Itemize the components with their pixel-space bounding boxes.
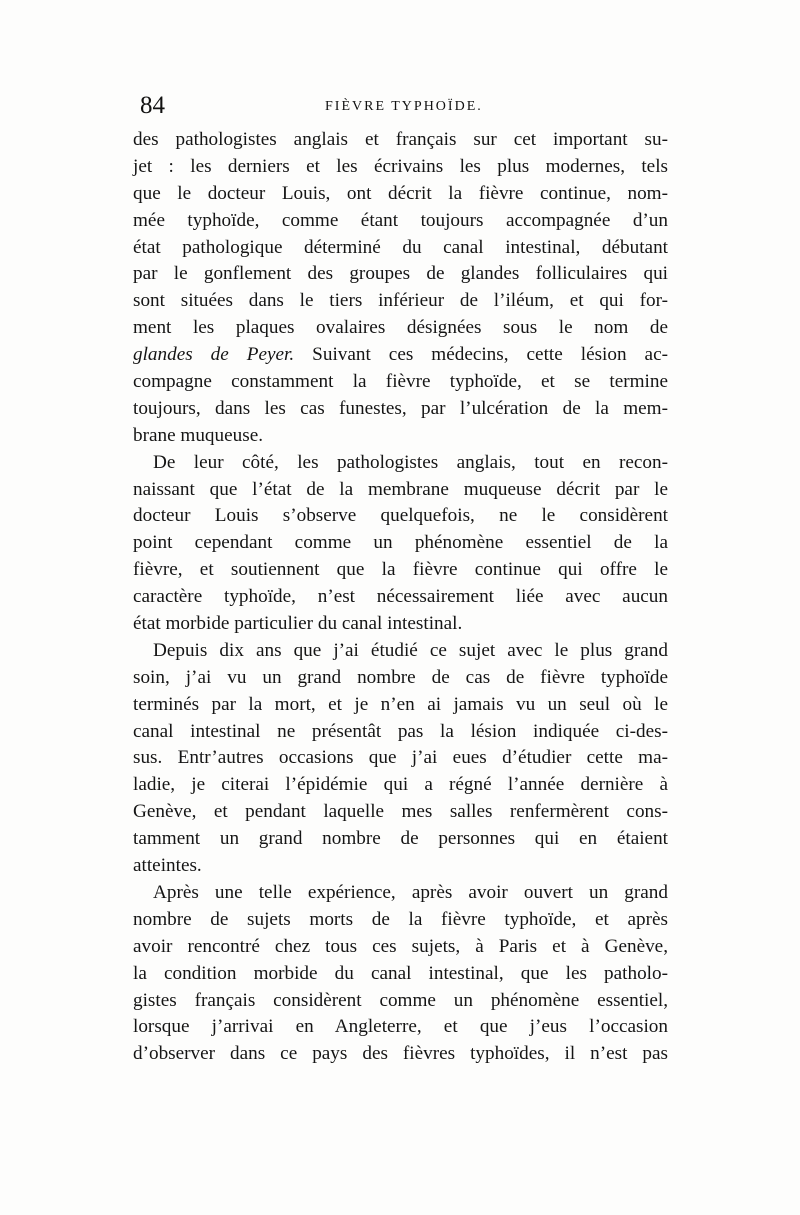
running-title: FIÈVRE TYPHOÏDE. xyxy=(325,99,483,114)
text-line: que le docteur Louis, ont décrit la fièvre continue, nom- xyxy=(133,182,668,204)
text-line: avoir rencontré chez tous ces sujets, à Paris et à Genève, xyxy=(133,935,668,957)
text-line: ment les plaques ovalaires désignées sous le nom de xyxy=(133,317,668,339)
text-line: nombre de sujets morts de la fièvre typhoïde, et après xyxy=(133,908,668,930)
text-line: par le gonflement des groupes de glandes folliculaires qui xyxy=(133,263,668,285)
text-line: compagne constamment la fièvre typhoïde, et se termine xyxy=(133,371,668,393)
text-line: toujours, dans les cas funestes, par l’ulcération de la mem- xyxy=(133,397,668,419)
body-text xyxy=(133,127,668,1068)
text-line: caractère typhoïde, n’est nécessairement liée avec aucun xyxy=(133,586,668,608)
text-line: canal intestinal ne présentât pas la lésion indiquée ci-des- xyxy=(133,720,668,742)
text-line: jet : les derniers et les écrivains les plus modernes, tels xyxy=(133,155,668,177)
text-line: lorsque j’arrivai en Angleterre, et que j’eus l’occasion xyxy=(133,1016,668,1038)
text-line: soin, j’ai vu un grand nombre de cas de fièvre typhoïde xyxy=(133,666,668,688)
text-line: ladie, je citerai l’épidémie qui a régné l’année dernière à xyxy=(133,774,668,796)
paragraph-start: De leur côté, les pathologistes anglais, tout en recon- xyxy=(153,451,668,473)
text-line: terminés par la mort, et je n’en ai jamais vu un seul où le xyxy=(133,693,668,715)
text-line: tamment un grand nombre de personnes qui en étaient xyxy=(133,828,668,850)
text-line: sus. Entr’autres occasions que j’ai eues d’étudier cette ma- xyxy=(133,747,668,769)
running-head xyxy=(140,92,660,120)
text-line: d’observer dans ce pays des fièvres typhoïdes, il n’est pas xyxy=(133,1043,668,1065)
text-line: atteintes. xyxy=(133,855,202,877)
text-line: point cependant comme un phénomène essentiel de la xyxy=(133,532,668,554)
text-line: mée typhoïde, comme étant toujours accompagnée d’un xyxy=(133,209,668,231)
italic-term: glandes de Peyer. xyxy=(133,344,295,366)
text-line: fièvre, et soutiennent que la fièvre continue qui offre le xyxy=(133,559,668,581)
page-number: 84 xyxy=(140,92,165,119)
paragraph-start: Après une telle expérience, après avoir ouvert un grand xyxy=(153,881,668,903)
text-line: gistes français considèrent comme un phénomène essentiel, xyxy=(133,989,668,1011)
text-line: docteur Louis s’observe quelquefois, ne le considèrent xyxy=(133,505,668,527)
text-line: état morbide particulier du canal intestinal. xyxy=(133,613,463,635)
text-line: sont situées dans le tiers inférieur de l’iléum, et qui for- xyxy=(133,290,668,312)
text-line: des pathologistes anglais et français sur cet important su- xyxy=(133,129,668,150)
paragraph-start: Depuis dix ans que j’ai étudié ce sujet avec le plus grand xyxy=(153,639,668,661)
text-line-peyer xyxy=(133,342,668,369)
text-line: la condition morbide du canal intestinal, que les patholo- xyxy=(133,962,668,984)
text-line: naissant que l’état de la membrane muqueuse décrit par le xyxy=(133,478,668,500)
text-line-rest: Suivant ces médecins, cette lésion ac- xyxy=(294,344,668,366)
text-line: brane muqueuse. xyxy=(133,424,264,446)
text-line: état pathologique déterminé du canal intestinal, débutant xyxy=(133,236,668,258)
text-line: Genève, et pendant laquelle mes salles renfermèrent cons- xyxy=(133,801,668,823)
